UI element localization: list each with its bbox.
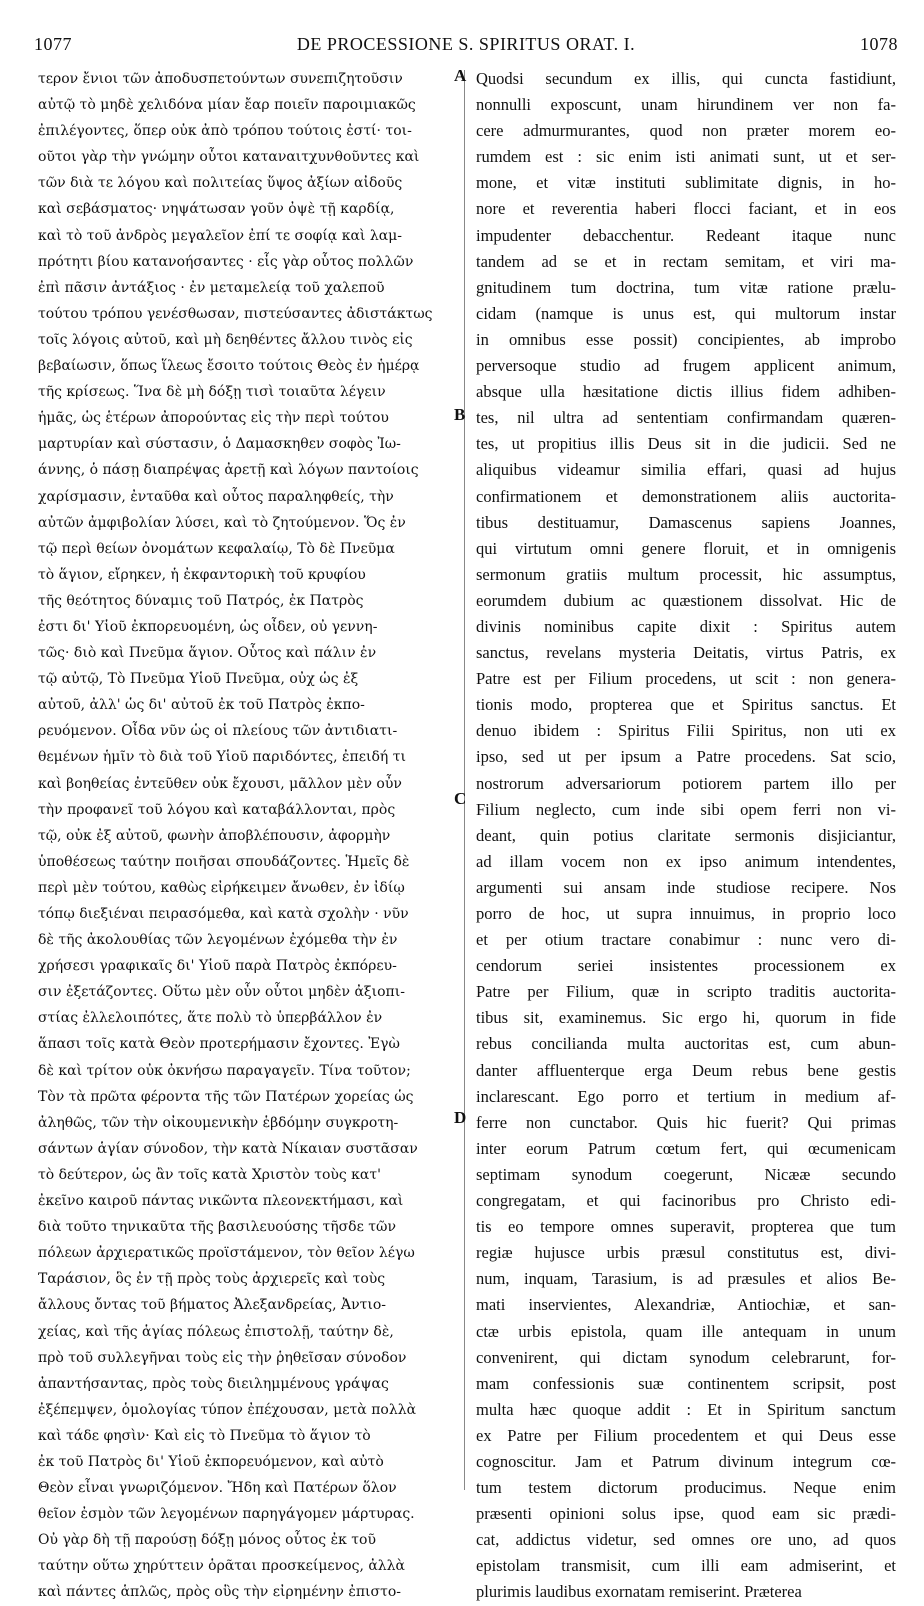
greek-text-line: ταύτην οὕτω χηρύττειν ὁρᾶται προσκείμενος, ἀλλὰ bbox=[38, 1558, 406, 1575]
greek-text-line: βεβαίωσιν, ὅπως ἵλεως ἔσοιτο τούτοις Θεὸς ἐν ἡμέρᾳ bbox=[38, 358, 420, 375]
latin-text-line: ad illam vocem non ex ipso animum intendentes, bbox=[476, 851, 896, 871]
latin-text-line: convenirent, qui dictam synodum celebrarunt, for- bbox=[476, 1347, 896, 1367]
greek-text-line: ἀπαντήσαντας, πρὸς τοὺς διειλημμένους γράψας bbox=[38, 1375, 389, 1392]
latin-text-line: confirmationem et demonstrationem aliis auctorita- bbox=[476, 486, 896, 506]
latin-text-line: cendorum seriei insistentes processionem ex bbox=[476, 956, 896, 976]
section-marker-a: A bbox=[454, 66, 467, 85]
latin-text-line: gnitudinem tum doctrina, tum vitæ ratione prælu- bbox=[476, 277, 896, 297]
latin-text-line: sanctus, revelans mysteria Deitatis, virtus Patris, ex bbox=[476, 643, 896, 663]
greek-text-line: τῶν διὰ τε λόγου καὶ πολιτείας ὕψος ἀξίων αἰδοῦς bbox=[38, 175, 403, 192]
latin-text-line: eorumdem dubium ac quæstionem dissolvat. Hic de bbox=[476, 590, 896, 610]
latin-text-line: plurimis laudibus exornatam remiserint. Præterea bbox=[476, 1582, 802, 1602]
greek-text-line: χείας, καὶ τῆς ἁγίας πόλεως ἐπιστολῇ, ταύτην δὲ, bbox=[38, 1323, 394, 1340]
latin-text-line: regiæ hujusce urbis præsul constitutus est, divi- bbox=[476, 1243, 896, 1263]
greek-text-line: τῷ, οὐκ ἐξ αὐτοῦ, φωνὴν ἀποβλέπουσιν, ἀφορμὴν bbox=[38, 827, 391, 844]
greek-text-line: καὶ τὸ τοῦ ἀνδρὸς μεγαλεῖον ἐπί τε σοφίᾳ καὶ λαμ- bbox=[38, 227, 403, 244]
latin-text-line: ctæ urbis epistola, quam ille antequam in unum bbox=[476, 1321, 896, 1341]
greek-text-line: χαρίσμασιν, ἐνταῦθα καὶ οὗτος παραληφθείς, τὴν bbox=[38, 488, 394, 505]
greek-text-line: καὶ πάντες ἁπλῶς, πρὸς οὓς τὴν εἰρημένην ἐπιστο- bbox=[38, 1584, 401, 1601]
latin-text-column bbox=[476, 66, 896, 1606]
greek-text-line: περὶ μὲν τούτου, καθὼς εἰρήκειμεν ἄνωθεν, ἐν ἰδίῳ bbox=[38, 879, 405, 896]
latin-text-line: Patre est per Filium procedens, ut scit : non genera- bbox=[476, 669, 896, 689]
latin-text-line: nostrorum adversariorum potiorem partem illo per bbox=[476, 773, 896, 793]
latin-text-line: tes, ut propitius illis Deus sit in die judicii. Sed ne bbox=[476, 434, 896, 454]
greek-text-line: ἄλλους ὄντας τοῦ βήματος Ἀλεξανδρείας, Ἀντιο- bbox=[38, 1297, 387, 1314]
latin-text-line: epistolam transmisit, cum illi eam admiserint, et bbox=[476, 1556, 896, 1576]
greek-text-line: ἅπασι τοῖς κατὰ Θεὸν προτερήμασιν ἔχοντες. Ἐγὼ bbox=[38, 1036, 400, 1053]
latin-text-line: danter affluenterque erga Deum rebus bene gestis bbox=[476, 1060, 896, 1080]
greek-text-line: τὸ ἅγιον, εἴρηκεν, ἡ ἐκφαντορικὴ τοῦ κρυφίου bbox=[38, 566, 366, 583]
greek-text-line: τοῖς λόγοις αὐτοῦ, καὶ μὴ δεηθέντες ἄλλου τινὸς εἰς bbox=[38, 331, 413, 348]
running-title: DE PROCESSIONE S. SPIRITUS ORAT. I. bbox=[296, 34, 636, 54]
page-number-right: 1078 bbox=[860, 34, 898, 54]
greek-text-line: τούτου τρόπου γενέσθωσαν, πιστεύσαντες ἀδιστάκτως bbox=[38, 305, 433, 322]
greek-text-line: ἡμᾶς, ὡς ἑτέρων ἀπορούντας εἰς τὴν περὶ τούτου bbox=[38, 410, 389, 427]
greek-text-line: πρὸ τοῦ συλλεγῆναι τοὺς εἰς τὴν ῥηθεῖσαν σύνοδον bbox=[38, 1349, 407, 1366]
latin-text-line: absque ulla hæsitatione dictis illius fidem adhiben- bbox=[476, 382, 896, 402]
latin-text-line: cat, addictus videtur, sed omnes ore uno, ad quos bbox=[476, 1530, 896, 1550]
latin-text-line: ipso, sed ut per ipsum a Patre procedens. Sat scio, bbox=[476, 747, 896, 767]
greek-text-line: διὰ τοῦτο τηνικαῦτα τῆς βασιλευούσης τῆσδε τῶν bbox=[38, 1219, 396, 1236]
greek-text-line: πόλεων ἀρχιερατικῶς προϊστάμενον, τὸν θεῖον λέγω bbox=[38, 1245, 415, 1262]
greek-text-line: τερον ἔνιοι τῶν ἀποδυσπετούντων συνεπιζητοῦσιν bbox=[38, 71, 403, 87]
latin-text-line: tis eo tempore omnes superavit, propterea que tum bbox=[476, 1217, 896, 1237]
greek-text-line: πρότητι βίου κατανοήσαντες · εἷς γὰρ οὗτος πολλῶν bbox=[38, 253, 414, 270]
greek-text-line: τῷ περὶ θείων ὀνομάτων κεφαλαίῳ, Τὸ δὲ Πνεῦμα bbox=[38, 540, 395, 557]
latin-text-line: ex Patre per Filium procedentem et qui Deus esse bbox=[476, 1425, 896, 1445]
greek-text-line: ἐστι δι' Υἱοῦ ἐκπορευομένη, ὡς οἶδεν, οὐ γεννη- bbox=[38, 618, 378, 635]
greek-text-line: Τὸν τὰ πρῶτα φέροντα τῆς τῶν Πατέρων χορείας ὡς bbox=[38, 1088, 414, 1105]
section-marker-d: D bbox=[454, 1108, 467, 1127]
greek-text-line: χρήσεσι γραφικαῖς δι' Υἱοῦ παρὰ Πατρὸς ἐκπόρευ- bbox=[38, 958, 397, 975]
latin-text-line: argumenti sui ansam inde studiose recipere. Nos bbox=[476, 877, 896, 897]
greek-text-line: αὐτῶν ἀμφιβολίαν λύσει, καὶ τὸ ζητούμενον. Ὅς ἐν bbox=[38, 514, 406, 531]
latin-text-line: inclarescant. Ego porro et tertium in medium af- bbox=[476, 1086, 896, 1106]
greek-text-line: δὲ καὶ τρίτον οὐκ ὀκνήσω παραγαγεῖν. Τίνα τοῦτον; bbox=[38, 1062, 411, 1079]
greek-text-line: θεμένων ἡμῖν τὸ διὰ τοῦ Υἱοῦ παριδόντες, ἐπειδή τι bbox=[38, 749, 406, 766]
greek-text-line: καὶ βοηθείας ἐντεῦθεν οὐκ ἔχουσι, μᾶλλον μὲν οὖν bbox=[38, 775, 402, 792]
section-marker-c: C bbox=[454, 789, 467, 808]
latin-text-line: tandem ad se et in rectam semitam, et viri ma- bbox=[476, 251, 896, 271]
latin-text-line: nonnulli exposcunt, unam hirundinem ver non fa- bbox=[476, 95, 896, 115]
latin-text-line: inter eorum Patrum cœtum fert, qui œcumenicam bbox=[476, 1138, 896, 1158]
latin-text-line: denuo ibidem : Spiritus Filii Spiritus, non uti ex bbox=[476, 721, 896, 741]
greek-text-line: τὴν προφανεῖ τοῦ λόγου καὶ καταβάλλονται, πρὸς bbox=[38, 801, 396, 818]
latin-text-line: ferre non cunctabor. Quis hic fuerit? Qui primas bbox=[476, 1112, 896, 1132]
greek-text-line: σιν ἐξετάζοντες. Οὕτω μὲν οὖν οὗτοι μηδὲν ἀξιοπι- bbox=[38, 984, 405, 1001]
page-number-left: 1077 bbox=[34, 34, 72, 54]
latin-text-line: tionis modo, propterea que et Spiritus sanctus. Et bbox=[476, 695, 896, 715]
latin-text-line: tes, nil ultra ad sententiam confirmandam quæren- bbox=[476, 408, 896, 428]
greek-text-line: στίας ἐλλελοιπότες, ἅτε πολὺ τὸ ὑπερβάλλον ἐν bbox=[38, 1010, 383, 1027]
greek-text-line: τῷ αὐτῷ, Τὸ Πνεῦμα Υἱοῦ Πνεῦμα, οὐχ ὡς ἐξ bbox=[38, 671, 359, 688]
latin-text-line: mam confessionis suæ continentem scripsit, post bbox=[476, 1373, 896, 1393]
latin-text-line: rumdem est : sic enim isti animati sunt, ut et ser- bbox=[476, 147, 896, 167]
latin-text-line: in omnibus esse possit) concipientes, ab improbo bbox=[476, 329, 896, 349]
greek-text-line: ἀληθῶς, τῶν τὴν οἰκουμενικὴν ἑβδόμην συγκροτη- bbox=[38, 1114, 399, 1131]
latin-text-line: mone, et vitæ instituti sublimitate dignis, in ho- bbox=[476, 173, 896, 193]
greek-text-line: ἐκ τοῦ Πατρὸς δι' Υἱοῦ ἐκπορευόμενον, καὶ αὐτὸ bbox=[38, 1453, 384, 1470]
latin-text-line: cere admurmurantes, quod non præter morem eo- bbox=[476, 121, 896, 141]
greek-text-line: Θεὸν εἶναι γνωριζόμενον. Ἤδη καὶ Πατέρων ὅλον bbox=[38, 1480, 397, 1497]
latin-text-line: præsenti opinioni solus ipse, quod eam sic prædi- bbox=[476, 1504, 896, 1524]
latin-text-line: qui virtutum omni genere floruit, et in omnigenis bbox=[476, 538, 896, 558]
latin-text-line: deant, quin potius claritate sermonis disjiciantur, bbox=[476, 825, 896, 845]
latin-text-line: sermonum gratiis multum processit, hic assumptus, bbox=[476, 564, 896, 584]
greek-text-line: αὐτοῦ, ἀλλ' ὡς δι' αὐτοῦ ἐκ τοῦ Πατρὸς ἐκπο- bbox=[38, 697, 365, 714]
greek-text-line: ὑποθέσεως ταύτην ποιῆσαι σπουδάζοντες. Ἡμεῖς δὲ bbox=[38, 853, 410, 870]
page-header bbox=[34, 34, 898, 58]
section-marker-b: B bbox=[454, 405, 466, 424]
greek-text-line: δὲ τῆς ἀκολουθίας τῶν λεγομένων ἐχόμεθα τὴν ἐν bbox=[38, 932, 398, 949]
latin-text-line: tibus destituamur, Damascenus sapiens Joannes, bbox=[476, 512, 896, 532]
greek-text-line: τόπῳ διεξιέναι πειρασόμεθα, καὶ κατὰ σχολὴν · νῦν bbox=[38, 906, 409, 922]
latin-text-line: impudenter debacchentur. Redeant itaque nunc bbox=[476, 225, 896, 245]
greek-text-line: καὶ σεβάσματος· νηψάτωσαν γοῦν ὀψὲ τῇ καρδίᾳ, bbox=[38, 201, 395, 218]
latin-text-line: congregatam, et qui facinoribus pro Christo edi- bbox=[476, 1191, 896, 1211]
greek-text-line: ἐπὶ πᾶσιν ἀντάξιος · ἐν μεταμελείᾳ τοῦ χαλεποῦ bbox=[38, 279, 385, 296]
column-separator bbox=[464, 70, 465, 1490]
latin-text-line: perversoque studio ad frugem applicent animum, bbox=[476, 356, 896, 376]
latin-text-line: cidam (namque is unus est, qui multorum instar bbox=[476, 303, 896, 323]
greek-text-line: καὶ τάδε φησὶν· Καὶ εἰς τὸ Πνεῦμα τὸ ἅγιον τὸ bbox=[38, 1427, 371, 1444]
greek-text-line: τῆς θεότητος δύναμις τοῦ Πατρός, ἐκ Πατρὸς bbox=[38, 592, 364, 609]
latin-text-line: num, inquam, Tarasium, is ad præsules et alios Be- bbox=[476, 1269, 896, 1289]
latin-text-line: porro de hoc, ut supra innuimus, in proprio loco bbox=[476, 904, 896, 923]
latin-text-line: rebus concilianda multa auctoritas est, cum abun- bbox=[476, 1034, 896, 1054]
greek-text-line: θεῖον ἐσμὸν τῶν λεγομένων παρηγάγομεν μάρτυρας. bbox=[38, 1506, 415, 1523]
latin-text-line: tibus sit, examinemus. Sic ergo hi, quorum in fide bbox=[476, 1008, 896, 1028]
latin-text-line: Patre per Filium, quæ in scripto traditis auctorita- bbox=[476, 982, 896, 1002]
greek-text-line: αὐτῷ τὸ μηδὲ χελιδόνα μίαν ἔαρ ποιεῖν παροιμιακῶς bbox=[38, 97, 416, 114]
greek-text-line: οῦτοι γὰρ τὴν γνώμην οὗτοι καταναιτχυνθοῦντες καὶ bbox=[38, 149, 420, 166]
latin-text-line: tum testem dictorum producimus. Neque enim bbox=[476, 1478, 896, 1498]
greek-text-line: μαρτυρίαν καὶ σύστασιν, ὁ Δαμασκηθεν σοφὸς Ἰω- bbox=[38, 436, 401, 453]
greek-text-line: τῶς· διὸ καὶ Πνεῦμα ἅγιον. Οὗτος καὶ πάλιν ἐν bbox=[38, 645, 377, 662]
latin-text-line: mati inservientes, Alexandriæ, Antiochiæ, et san- bbox=[476, 1295, 896, 1315]
greek-text-line: ἐπιλέγοντες, ὅπερ οὐκ ἀπὸ τρόπου τούτοις ἐστί· τοι- bbox=[38, 123, 412, 140]
greek-text-line: ρευόμενον. Οἶδα νῦν ὡς οἱ πλείους τῶν ἀντιδιατι- bbox=[38, 723, 398, 740]
greek-text-line: ἐξέπεμψεν, ὁμολογίας τύπον ἐπέχουσαν, μετὰ πολλὰ bbox=[38, 1401, 417, 1418]
greek-text-line: Ταράσιον, ὃς ἐν τῇ πρὸς τοὺς ἀρχιερεῖς καὶ τοὺς bbox=[38, 1271, 386, 1288]
latin-text-line: nore et reverentia haberi flocci faciant, et in eos bbox=[476, 199, 896, 219]
latin-text-line: Filium neglecto, cum inde sibi opem ferri non vi- bbox=[476, 799, 896, 819]
latin-text-line: divinis nominibus capite dixit : Spiritus autem bbox=[476, 616, 896, 636]
latin-text-line: cognoscitur. Jam et Patrum divinum integrum cœ- bbox=[476, 1451, 896, 1471]
greek-text-column bbox=[38, 66, 452, 1606]
latin-text-line: septimam synodum coegerunt, Nicææ secundo bbox=[476, 1164, 896, 1184]
greek-text-line: τῆς κρίσεως. Ἵνα δὲ μὴ δόξῃ τισὶ τοιαῦτα λέγειν bbox=[38, 384, 386, 401]
greek-text-line: άννης, ὁ πάσῃ διαπρέψας ἀρετῇ καὶ λόγων παντοίοις bbox=[38, 462, 419, 479]
greek-text-line: σάντων ἁγίαν σύνοδον, τὴν κατὰ Νίκαιαν συστᾶσαν bbox=[38, 1140, 418, 1157]
latin-text-line: multa hæc quoque addit : Et in Spiritum sanctum bbox=[476, 1399, 896, 1419]
greek-text-line: τὸ δεύτερον, ὡς ἂν τοῖς κατὰ Χριστὸν τοὺς κατ' bbox=[38, 1166, 381, 1183]
greek-text-line: Οὐ γὰρ δὴ τῇ παρούσῃ δόξῃ μόνος οὗτος ἐκ τοῦ bbox=[38, 1532, 376, 1549]
greek-text-line: ἐκεῖνο καιροῦ πάντας νικῶντα πλεονεκτήμασι, καὶ bbox=[38, 1193, 404, 1210]
latin-text-line: et per otium tractare conabimur : nunc vero di- bbox=[476, 930, 896, 950]
latin-text-line: Quodsi secundum ex illis, qui cuncta fastidiunt, bbox=[476, 69, 896, 88]
latin-text-line: aliquibus videamur similia effari, quasi ad hujus bbox=[476, 460, 896, 480]
